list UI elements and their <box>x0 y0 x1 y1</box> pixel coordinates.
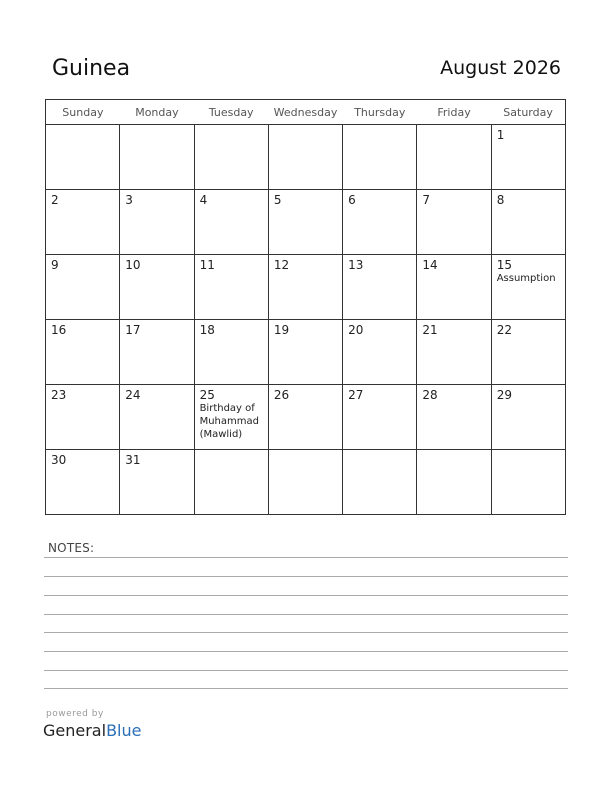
day-cell <box>343 385 417 450</box>
day-cell <box>268 385 342 450</box>
day-cell <box>46 450 120 515</box>
note-line <box>44 632 568 633</box>
day-number: 4 <box>199 193 208 207</box>
note-line <box>44 670 568 671</box>
day-cell <box>46 190 120 255</box>
day-number: 15 <box>496 258 512 272</box>
day-cell <box>491 385 565 450</box>
weekday-header-row <box>46 100 566 125</box>
day-cell <box>491 255 565 320</box>
note-line <box>44 651 568 652</box>
day-cell <box>46 125 120 190</box>
note-line <box>44 557 568 558</box>
day-number: 8 <box>496 193 505 207</box>
day-cell <box>194 125 268 190</box>
day-cell <box>417 255 491 320</box>
holiday-label: Birthday of Muhammad (Mawlid) <box>199 403 259 440</box>
day-cell <box>417 450 491 515</box>
day-cell <box>120 190 194 255</box>
day-number: 25 <box>199 388 215 402</box>
day-cell <box>417 385 491 450</box>
day-cell <box>120 320 194 385</box>
day-number: 1 <box>496 128 505 142</box>
day-number: 24 <box>125 388 141 402</box>
day-number <box>343 125 416 128</box>
day-cell <box>120 450 194 515</box>
day-cell <box>491 125 565 190</box>
day-cell <box>268 320 342 385</box>
country-title: Guinea <box>52 56 131 81</box>
day-cell <box>268 125 342 190</box>
day-cell <box>268 450 342 515</box>
day-number <box>492 450 565 453</box>
day-cell <box>343 450 417 515</box>
day-number: 13 <box>348 258 364 272</box>
day-number: 19 <box>273 323 290 337</box>
day-cell <box>120 385 194 450</box>
day-cell <box>491 190 565 255</box>
day-cell <box>194 450 268 515</box>
day-number: 20 <box>348 323 364 337</box>
day-number: 28 <box>422 388 438 402</box>
day-number: 29 <box>496 388 512 402</box>
day-cell <box>491 450 565 515</box>
day-number: 31 <box>125 453 141 467</box>
day-cell <box>417 320 491 385</box>
day-number: 10 <box>125 258 141 272</box>
day-number: 16 <box>51 323 67 337</box>
day-number <box>46 125 119 128</box>
day-number: 2 <box>51 193 59 207</box>
powered-by-text: powered by <box>46 709 104 719</box>
week-row <box>46 255 566 320</box>
day-number <box>120 125 193 128</box>
day-number: 30 <box>51 453 67 467</box>
day-cell <box>343 190 417 255</box>
day-cell <box>194 190 268 255</box>
day-number: 7 <box>422 193 431 207</box>
day-cell <box>120 255 194 320</box>
day-cell <box>120 125 194 190</box>
day-number: 21 <box>422 323 438 337</box>
notes-label: NOTES: <box>48 541 95 555</box>
note-line <box>44 576 568 577</box>
weekday-monday: Monday <box>120 100 194 125</box>
note-line <box>44 614 568 615</box>
day-cell <box>194 255 268 320</box>
day-number: 27 <box>348 388 364 402</box>
note-line <box>44 595 568 596</box>
week-row <box>46 385 566 450</box>
week-row <box>46 450 566 515</box>
generalblue-logo[interactable] <box>43 721 141 740</box>
calendar-grid <box>45 99 566 515</box>
note-line <box>44 688 568 689</box>
brand-blue: Blue <box>106 721 142 740</box>
day-cell <box>268 190 342 255</box>
weekday-thursday: Thursday <box>343 100 417 125</box>
day-cell <box>491 320 565 385</box>
day-number <box>417 450 490 453</box>
day-number: 22 <box>496 323 512 337</box>
day-number: 26 <box>273 388 290 402</box>
day-cell <box>343 125 417 190</box>
day-number <box>269 450 342 453</box>
day-cell <box>194 385 268 450</box>
day-number: 18 <box>199 323 215 337</box>
day-cell <box>417 125 491 190</box>
weekday-wednesday: Wednesday <box>268 100 342 125</box>
day-cell <box>194 320 268 385</box>
brand-general: General <box>43 721 107 740</box>
day-cell <box>46 320 120 385</box>
month-year-title: August 2026 <box>440 57 561 79</box>
day-number: 12 <box>273 258 290 272</box>
week-row <box>46 125 566 190</box>
week-row <box>46 190 566 255</box>
day-number: 5 <box>273 193 282 207</box>
day-cell <box>417 190 491 255</box>
weekday-saturday: Saturday <box>491 100 565 125</box>
weekday-tuesday: Tuesday <box>194 100 268 125</box>
day-cell <box>46 255 120 320</box>
day-number: 11 <box>199 258 215 272</box>
day-cell <box>268 255 342 320</box>
day-cell <box>343 320 417 385</box>
day-cell <box>343 255 417 320</box>
holiday-label: Assumption <box>496 273 556 284</box>
day-cell <box>46 385 120 450</box>
day-number: 9 <box>51 258 59 272</box>
day-number: 23 <box>51 388 67 402</box>
day-number <box>417 125 490 128</box>
day-number <box>269 125 342 128</box>
day-number: 17 <box>125 323 141 337</box>
day-number <box>195 125 268 128</box>
weekday-sunday: Sunday <box>46 100 120 125</box>
day-number: 6 <box>348 193 356 207</box>
day-number <box>195 450 268 453</box>
day-number <box>343 450 416 453</box>
day-number: 3 <box>125 193 133 207</box>
week-row <box>46 320 566 385</box>
day-number: 14 <box>422 258 438 272</box>
weekday-friday: Friday <box>417 100 491 125</box>
